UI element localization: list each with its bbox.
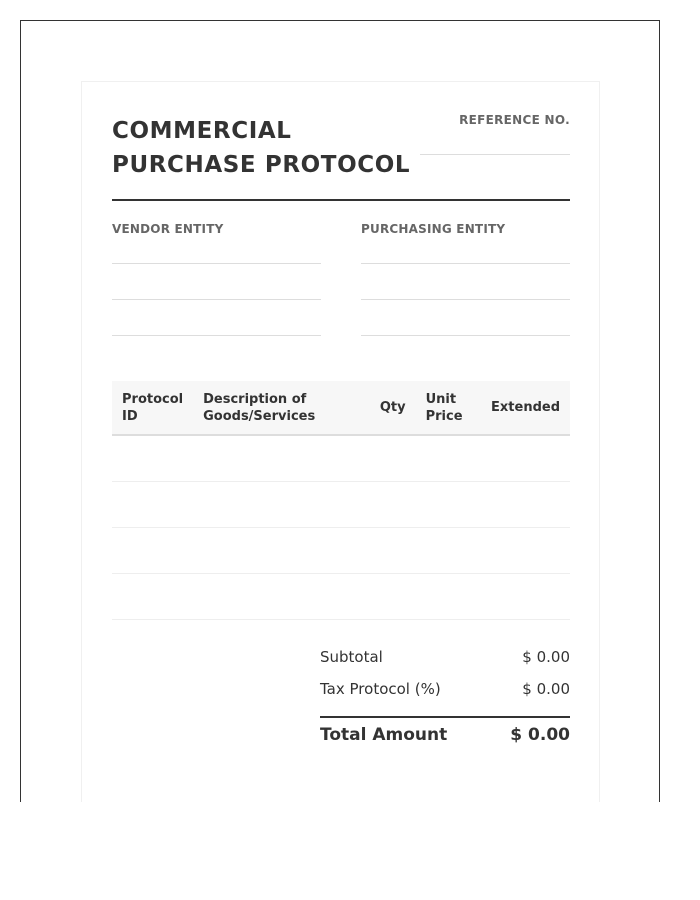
document-title <box>112 114 412 182</box>
total-row <box>320 725 570 745</box>
header-unit-price: Unit Price <box>425 391 463 424</box>
cell-unit-price[interactable] <box>416 481 480 527</box>
purchaser-label: PURCHASING ENTITY <box>361 222 506 236</box>
cell-description[interactable] <box>193 481 359 527</box>
table-header-row <box>112 381 570 435</box>
cell-id[interactable] <box>112 573 193 619</box>
reference-label: REFERENCE NO. <box>459 113 570 127</box>
tax-label: Tax Protocol (%) <box>320 680 441 698</box>
table-row[interactable] <box>112 481 570 527</box>
cell-id[interactable] <box>112 481 193 527</box>
cell-qty[interactable] <box>359 481 416 527</box>
table-row[interactable] <box>112 527 570 573</box>
title-line-2: PURCHASE PROTOCOL <box>112 152 411 178</box>
cell-qty[interactable] <box>359 435 416 481</box>
purchaser-line-1[interactable] <box>361 263 570 264</box>
tax-row <box>320 680 570 698</box>
vendor-line-2[interactable] <box>112 299 321 300</box>
subtotal-row <box>320 648 570 666</box>
cell-unit-price[interactable] <box>416 435 480 481</box>
totals-divider <box>320 716 570 718</box>
tax-value: $ 0.00 <box>522 680 570 698</box>
vendor-line-3[interactable] <box>112 335 321 336</box>
line-items-table <box>112 381 570 620</box>
vendor-label: VENDOR ENTITY <box>112 222 224 236</box>
subtotal-label: Subtotal <box>320 648 383 666</box>
reference-field[interactable] <box>420 154 570 155</box>
table-row[interactable] <box>112 435 570 481</box>
cell-id[interactable] <box>112 527 193 573</box>
purchaser-line-3[interactable] <box>361 335 570 336</box>
vendor-line-1[interactable] <box>112 263 321 264</box>
cell-qty[interactable] <box>359 573 416 619</box>
header-qty: Qty <box>379 400 406 415</box>
cell-extended <box>479 573 570 619</box>
header-protocol-id: Protocol ID <box>122 391 184 424</box>
header-extended: Extended <box>491 400 560 415</box>
total-label: Total Amount <box>320 725 448 745</box>
header-divider <box>112 199 570 201</box>
cell-qty[interactable] <box>359 527 416 573</box>
cell-extended <box>479 527 570 573</box>
total-value: $ 0.00 <box>510 725 570 745</box>
table-row[interactable] <box>112 573 570 619</box>
purchaser-line-2[interactable] <box>361 299 570 300</box>
cell-extended <box>479 481 570 527</box>
cell-description[interactable] <box>193 573 359 619</box>
cell-unit-price[interactable] <box>416 573 480 619</box>
cell-description[interactable] <box>193 527 359 573</box>
title-line-1: COMMERCIAL <box>112 118 292 144</box>
cell-extended <box>479 435 570 481</box>
cell-description[interactable] <box>193 435 359 481</box>
cell-unit-price[interactable] <box>416 527 480 573</box>
header-description: Description of Goods/Services <box>203 391 316 424</box>
subtotal-value: $ 0.00 <box>522 648 570 666</box>
cell-id[interactable] <box>112 435 193 481</box>
